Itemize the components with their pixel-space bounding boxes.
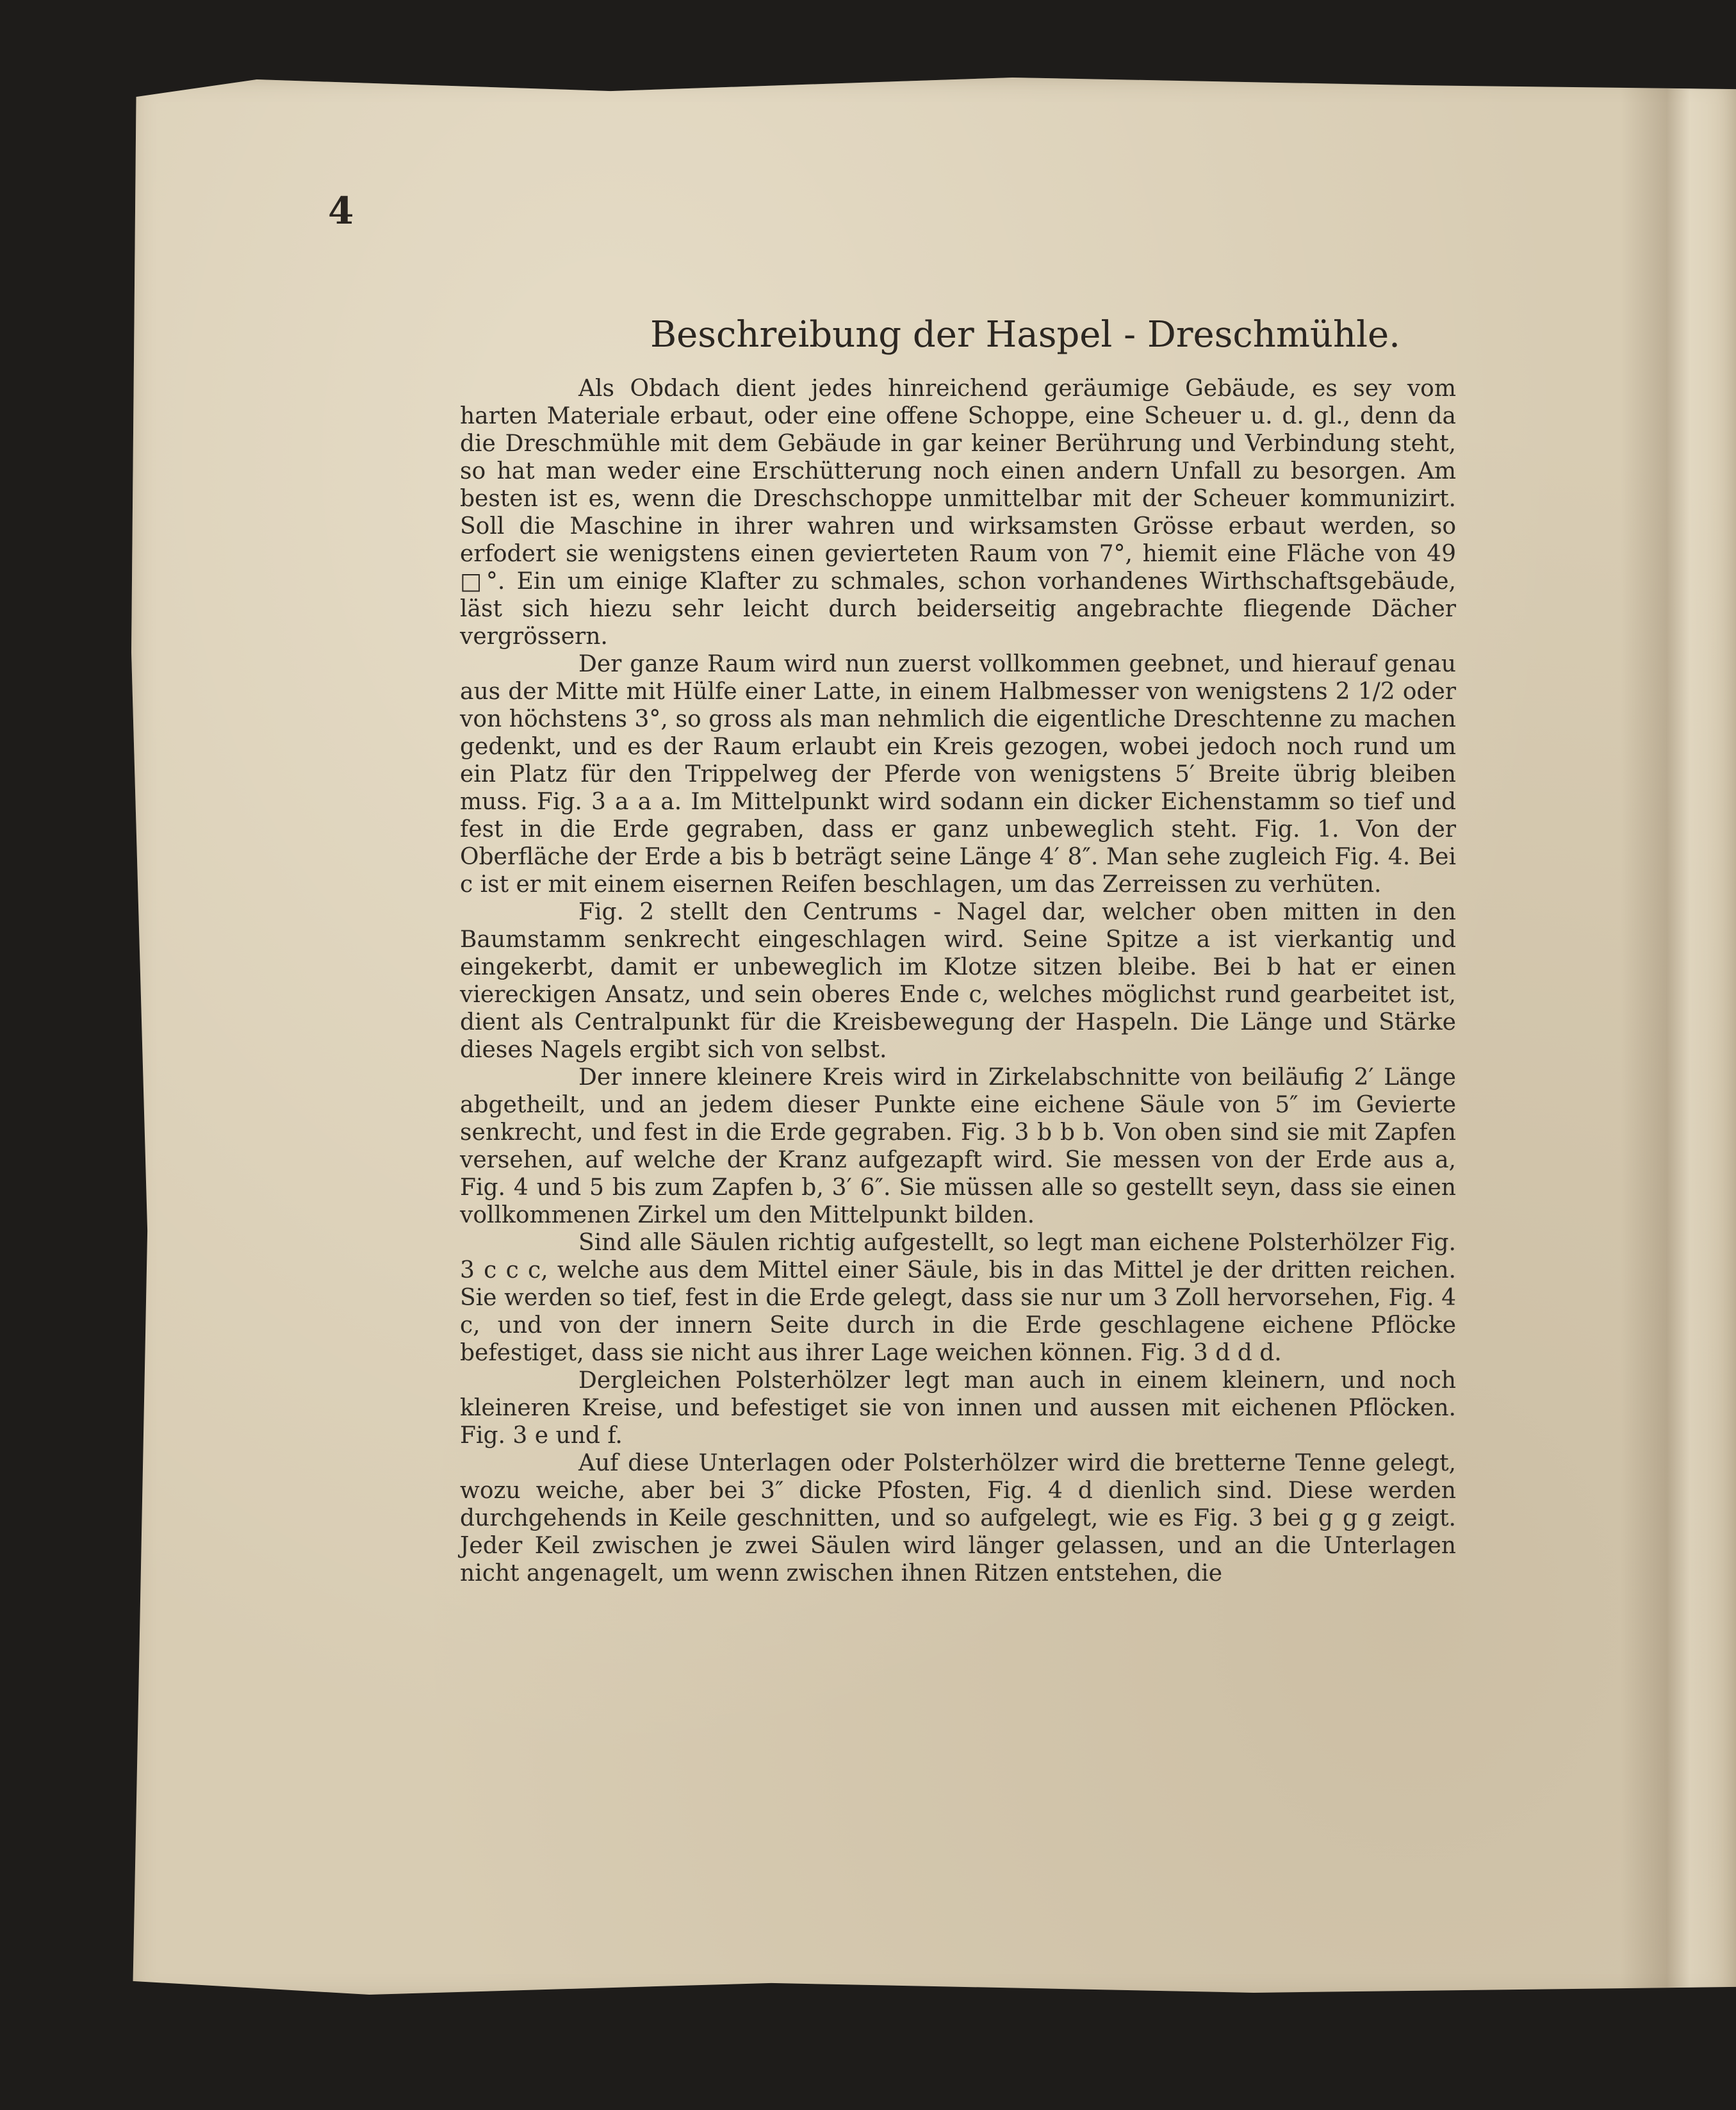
paragraph-2: Der ganze Raum wird nun zuerst vollkommen geebnet, und hierauf genau aus der Mitte mit Hülfe einer Latte, in einem Halbmesser von wenigstens 2 1/2 oder von höchstens 3°, so gross als man nehmlich die eigentliche Dreschtenne zu machen gedenkt, und es der Raum erlaubt ein Kreis gezogen, wobei jedoch noch rund um ein Platz für den Trippelweg der Pferde von wenigstens 5′ Breite übrig bleiben muss. Fig. 3 a a a. Im Mittelpunkt wird sodann ein dicker Eichenstamm so tief und fest in die Erde gegraben, dass er ganz unbeweglich steht. Fig. 1. Von der Oberfläche der Erde a bis b beträgt seine Länge 4′ 8″. Man sehe zugleich Fig. 4. Bei c ist er mit einem eisernen Reifen beschlagen, um das Zerreissen zu verhüten.: [460, 651, 1456, 898]
paragraph-6: Dergleichen Polsterhölzer legt man auch in einem kleinern, und noch kleineren Kreise, und befestiget sie von innen und aussen mit eichenen Pflöcken. Fig. 3 e und f.: [460, 1367, 1456, 1449]
page-number: 4: [328, 189, 354, 233]
page-fold-shadow: [1621, 74, 1736, 2002]
body-text: [460, 375, 1456, 1587]
paragraph-4: Der innere kleinere Kreis wird in Zirkelabschnitte von beiläufig 2′ Länge abgetheilt, und an jedem dieser Punkte eine eichene Säule von 5″ im Gevierte senkrecht, und fest in die Erde gegraben. Fig. 3 b b b. Von oben sind sie mit Zapfen versehen, auf welche der Kranz aufgezapft wird. Sie messen von der Erde aus a, Fig. 4 und 5 bis zum Zapfen b, 3′ 6″. Sie müssen alle so gestellt seyn, dass sie einen vollkommenen Zirkel um den Mittelpunkt bilden.: [460, 1064, 1456, 1228]
paragraph-1: Als Obdach dient jedes hinreichend geräumige Gebäude, es sey vom harten Materiale erbaut, oder eine offene Schoppe, eine Scheuer u. d. gl., denn da die Dreschmühle mit dem Gebäude in gar keiner Berührung und Verbindung steht, so hat man weder eine Erschütterung noch einen andern Unfall zu besorgen. Am besten ist es, wenn die Dreschschoppe unmittelbar mit der Scheuer kommunizirt. Soll die Maschine in ihrer wahren und wirksamsten Grösse erbaut werden, so erfodert sie wenigstens einen gevierteten Raum von 7°, hiemit eine Fläche von 49 □°. Ein um einige Klafter zu schmales, schon vorhandenes Wirthschaftsgebäude, läst sich hiezu sehr leicht durch beiderseitig angebrachte fliegende Dächer vergrössern.: [460, 375, 1456, 650]
paragraph-3: Fig. 2 stellt den Centrums - Nagel dar, welcher oben mitten in den Baumstamm senkrecht eingeschlagen wird. Seine Spitze a ist vierkantig und eingekerbt, damit er unbeweglich im Klotze sitzen bleibe. Bei b hat er einen viereckigen Ansatz, und sein oberes Ende c, welches möglichst rund gearbeitet ist, dient als Centralpunkt für die Kreisbewegung der Haspeln. Die Länge und Stärke dieses Nagels ergibt sich von selbst.: [460, 899, 1456, 1063]
page-title: Beschreibung der Haspel - Dreschmühle.: [650, 314, 1400, 356]
paragraph-5: Sind alle Säulen richtig aufgestellt, so legt man eichene Polsterhölzer Fig. 3 c c c, welche aus dem Mittel einer Säule, bis in das Mittel je der dritten reichen. Sie werden so tief, fest in die Erde gelegt, dass sie nur um 3 Zoll hervorsehen, Fig. 4 c, und von der innern Seite durch in die Erde geschlagene eichene Pflöcke befestiget, dass sie nicht aus ihrer Lage weichen können. Fig. 3 d d d.: [460, 1230, 1456, 1366]
paragraph-7: Auf diese Unterlagen oder Polsterhölzer wird die bretterne Tenne gelegt, wozu weiche, aber bei 3″ dicke Pfosten, Fig. 4 d dienlich sind. Diese werden durchgehends in Keile geschnitten, und so aufgelegt, wie es Fig. 3 bei g g g zeigt. Jeder Keil zwischen je zwei Säulen wird länger gelassen, und an die Unterlagen nicht angenagelt, um wenn zwischen ihnen Ritzen entstehen, die: [460, 1450, 1456, 1587]
